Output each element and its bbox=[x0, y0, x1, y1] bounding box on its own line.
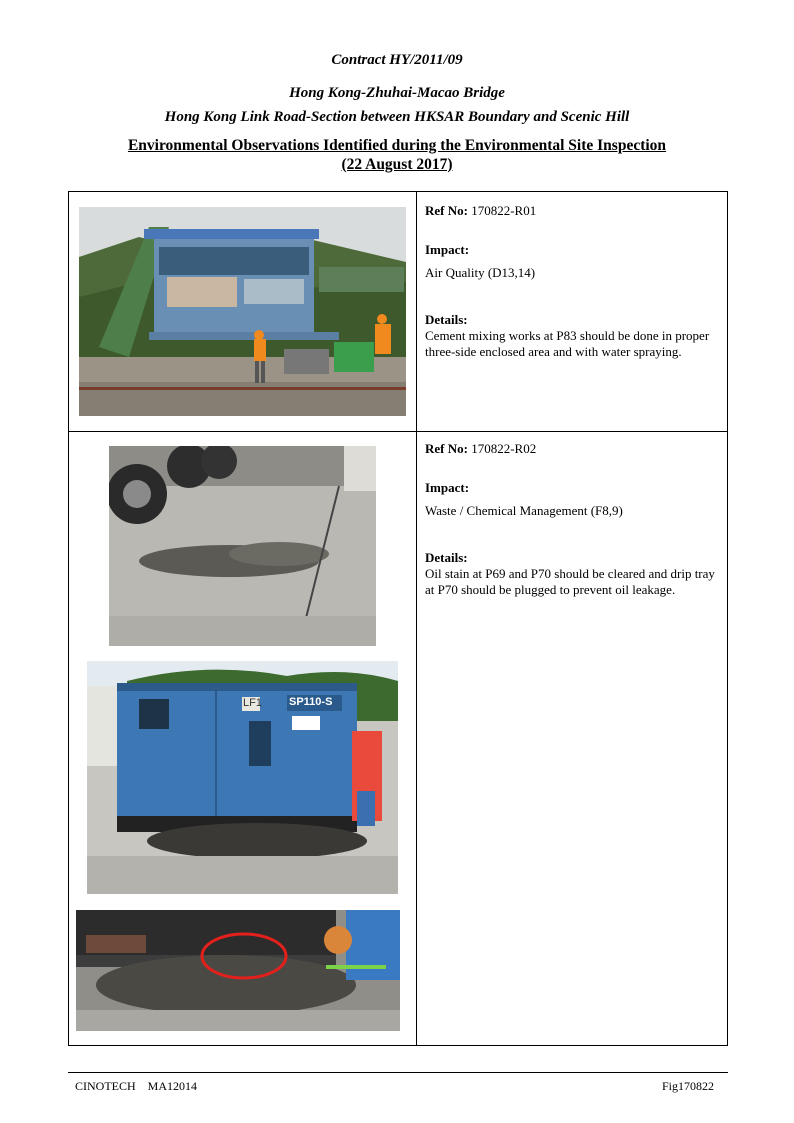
details-line2: three-side enclosed area and with water spraying. bbox=[425, 344, 682, 359]
impact-value: Air Quality (D13,14) bbox=[425, 265, 536, 280]
photo-generator-p70 bbox=[87, 661, 398, 894]
contract-number: Contract HY/2011/09 bbox=[331, 52, 463, 68]
report-title: Environmental Observations Identified during the Environmental Site Inspection bbox=[127, 137, 667, 154]
impact-label: Impact: bbox=[425, 480, 470, 495]
impact-value: Waste / Chemical Management (F8,9) bbox=[425, 503, 623, 518]
generator-label-lf1: LF1 bbox=[243, 697, 262, 709]
observation-r02 bbox=[425, 441, 725, 598]
report-date: (22 August 2017) bbox=[341, 156, 453, 173]
photo-oil-stain-p69 bbox=[109, 446, 376, 646]
ref-number: 170822-R01 bbox=[471, 203, 537, 218]
project-title-line2: Hong Kong Link Road-Section between HKSAR Boundary and Scenic Hill bbox=[164, 109, 630, 125]
table-column-divider bbox=[416, 192, 417, 1045]
details-label: Details: bbox=[425, 312, 468, 327]
details-line1: Oil stain at P69 and P70 should be cleared and drip tray bbox=[425, 566, 715, 581]
observation-table bbox=[68, 191, 728, 1046]
details-line1: Cement mixing works at P83 should be done in proper bbox=[425, 328, 710, 343]
footer-company: CINOTECH MA12014 bbox=[75, 1079, 197, 1093]
ref-number: 170822-R02 bbox=[471, 441, 537, 456]
photo-cement-mixing-site bbox=[79, 207, 406, 416]
ref-label: Ref No: bbox=[425, 203, 468, 218]
details-line2: at P70 should be plugged to prevent oil leakage. bbox=[425, 582, 676, 597]
footer-rule bbox=[68, 1072, 728, 1073]
impact-label: Impact: bbox=[425, 242, 470, 257]
photo-drip-tray-closeup bbox=[76, 910, 400, 1031]
details-label: Details: bbox=[425, 550, 468, 565]
generator-label-model: SP110-S bbox=[289, 696, 333, 708]
observation-r01 bbox=[425, 203, 725, 360]
table-row-divider bbox=[69, 431, 727, 432]
footer-figure-number: Fig170822 bbox=[661, 1079, 714, 1093]
project-title-line1: Hong Kong-Zhuhai-Macao Bridge bbox=[289, 85, 505, 101]
ref-label: Ref No: bbox=[425, 441, 468, 456]
